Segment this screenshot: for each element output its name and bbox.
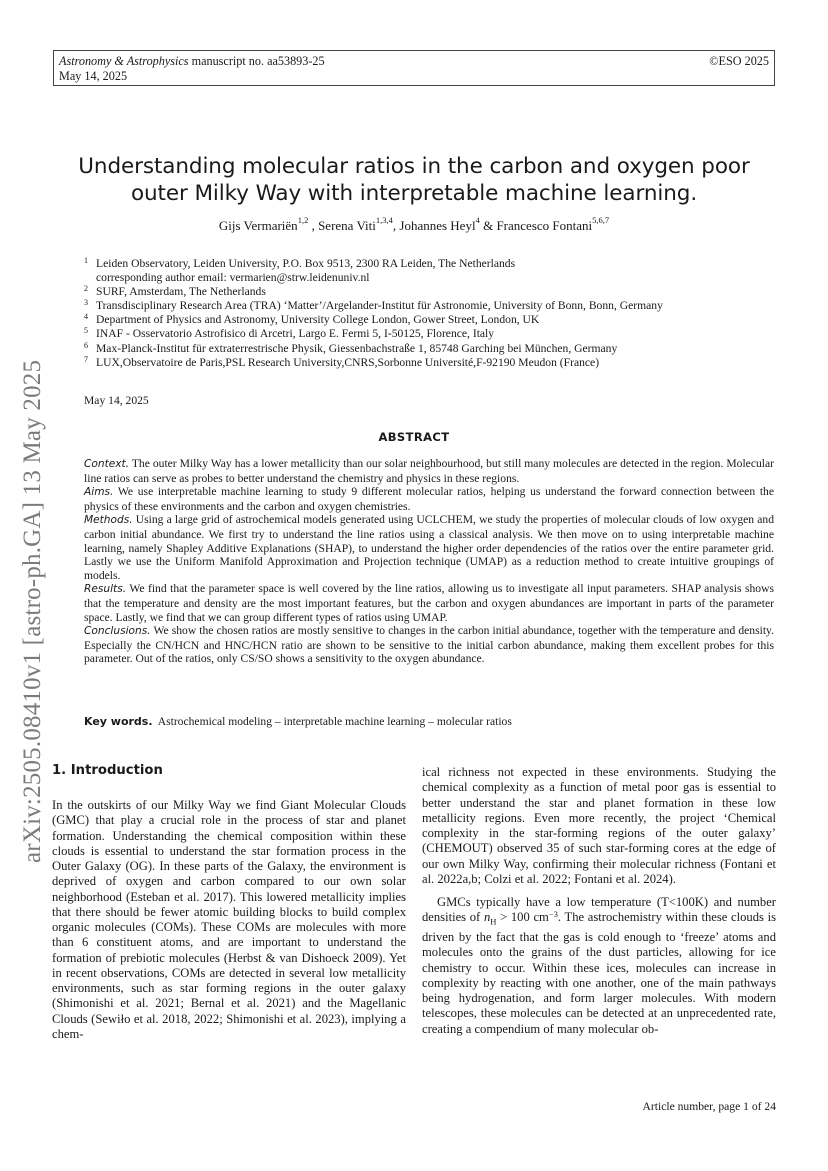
title-line-1: Understanding molecular ratios in the carbon and oxygen poor xyxy=(78,154,750,179)
author-name: Johannes Heyl xyxy=(399,218,476,233)
affiliation-item: 1 Leiden Observatory, Leiden University, P.O. Box 9513, 2300 RA Leiden, The Netherlands corresponding author email: vermarien@strw.leidenuniv.nl xyxy=(84,256,516,285)
keywords xyxy=(84,715,774,728)
affiliation-item: 5 INAF - Osservatorio Astrofisico di Arcetri, Largo E. Fermi 5, I-50125, Florence, Italy xyxy=(84,326,495,341)
arxiv-stamp: arXiv:2505.08410v1 [astro-ph.GA] 13 May 2025 xyxy=(19,359,46,863)
left-column xyxy=(52,798,406,1042)
author-list: Gijs Vermariën$^{1,2}$ , Serena Viti$^{1,3,4}$, Johannes Heyl$^4$ & Francesco Fontani$^{5,6,7}$ xyxy=(218,215,610,233)
keywords-label: Key words. xyxy=(84,715,153,728)
author-affiliation: 5,6,7 xyxy=(592,215,610,225)
abstract xyxy=(84,457,774,666)
affiliation-item: 2 SURF, Amsterdam, The Netherlands xyxy=(84,284,266,299)
header-date: May 14, 2025 xyxy=(59,69,128,83)
author-name: Gijs Vermariën xyxy=(218,218,298,233)
affiliations xyxy=(84,257,774,370)
intro-paragraph: In the outskirts of our Milky Way we find Giant Molecular Clouds (GMC) that play a crucial role in the process of star and planet formation. Understanding the chemical composition within these clouds is essential to understand the star formation process in the Outer Galaxy (OG). In these parts of the Galaxy, the environment is deprived of oxygen and carbon compared to our own solar neighborhood (Esteban et al. 2017). This lowered metallicity implies that there should be fewer atomic building blocks to build complex organic molecules (COMs). These COMs are molecules with more than 6 constituent atoms, and are important to understand the formation of prebiotic molecules (Herbst & van Dishoeck 2009). Yet in recent observations, COMs are detected in several low metallicity environments, such as star forming regions in the outer galaxy (Shimonishi et al. 2021; Bernal et al. 2021) and the Magellanic Clouds (Sewiło et al. 2018, 2022; Shimonishi et al. 2023), implying a chem- xyxy=(52,798,406,1041)
page-footer: Article number, page 1 of 24 xyxy=(642,1100,776,1113)
journal-name: Astronomy & Astrophysics xyxy=(59,54,189,68)
manuscript-number: manuscript no. aa53893-25 xyxy=(191,54,325,68)
abstract-results: Results. We find that the parameter space is well covered by the line ratios, allowing us to investigate all input parameters. SHAP analysis shows that the temperature and density are the most important features, but the carbon and oxygen abundances are important in parts of the parameter space. Lastly, we find that we can group different types of ratios using UMAP. xyxy=(84,582,774,624)
author-affiliation: 1,2 xyxy=(297,215,309,225)
date-line: May 14, 2025 xyxy=(84,394,149,407)
header-left xyxy=(59,54,325,84)
right-column xyxy=(422,765,776,1037)
intro-paragraph-2: GMCs typically have a low temperature (T<100K) and number densities of $n_H > 100$ $cm^{-3}$. The astrochemistry within these clouds is driven by the fact that the gas is cold enough to ‘freeze’ atoms and molecules onto the grains of the dust particles, allowing for ice chemistry to occur. Within these ices, molecules can increase in complexity by reacting with one another, one of the main pathways being hydrogenation, and form larger molecules. With modern telescopes, these molecules can be detected at an unprecedented rate, creating a compendium of many molecular ob- xyxy=(422,895,777,1036)
affiliation-item: 3 Transdisciplinary Research Area (TRA) ‘Matter’/Argelander-Institut für Astronomie, University of Bonn, Bonn, Germany xyxy=(84,298,663,313)
abstract-methods: Methods. Using a large grid of astrochemical models generated using UCLCHEM, we study the properties of molecular clouds of low oxygen and carbon initial abundance. We first try to understand the line ratios using a classical analysis. We then move on to using interpretable machine learning, namely Shapley Additive Explanations (SHAP), to understand the higher order dependencies of the ratios over the entire parameter grid. Lastly we use the Uniform Manifold Approximation and Projection technique (UMAP) as a reduction method to create intuitive groupings of models. xyxy=(84,513,774,582)
copyright: ©ESO 2025 xyxy=(709,54,769,68)
abstract-context: Context. The outer Milky Way has a lower metallicity than our solar neighbourhood, but still many molecules are detected in the region. Molecular line ratios can serve as probes to better understand the chemistry and physics in these regions. xyxy=(84,457,774,485)
section-heading: 1. Introduction xyxy=(52,763,163,778)
keywords-text: Astrochemical modeling – interpretable machine learning – molecular ratios xyxy=(157,715,512,728)
author-name: Francesco Fontani xyxy=(496,218,593,233)
abstract-heading: ABSTRACT xyxy=(378,430,450,444)
affiliation-item: 6 Max-Planck-Institut für extraterrestrische Physik, Giessenbachstraße 1, 85748 Garching bei München, Germany xyxy=(84,340,618,355)
paper-title xyxy=(40,153,788,207)
corresponding-email: corresponding author email: vermarien@strw.leidenuniv.nl xyxy=(96,271,370,285)
title-line-2: outer Milky Way with interpretable machine learning. xyxy=(130,181,698,206)
header-box xyxy=(53,50,775,86)
author-affiliation: 1,3,4 xyxy=(375,215,393,225)
intro-paragraph: ical richness not expected in these environments. Studying the chemical complexity as a function of metal poor gas is essential to better understand the star and planet formation in these low metallicity regions. Even more recently, the project ‘Chemical complexity in the star-forming regions of the outer galaxy’ (CHEMOUT) observed 35 of such star-forming cores at the edge of our own Milky Way, confirming their molecular richness (Fontani et al. 2022a,b; Colzi et al. 2022; Fontani et al. 2024). xyxy=(422,765,776,886)
affiliation-item: 7 LUX,Observatoire de Paris,PSL Research University,CNRS,Sorbonne Université,F-92190 Meudon (France) xyxy=(84,354,600,369)
author-name: Serena Viti xyxy=(318,218,376,233)
affiliation-item: 4 Department of Physics and Astronomy, University College London, Gower Street, London, UK xyxy=(84,312,540,327)
abstract-conclusions: Conclusions. We show the chosen ratios are mostly sensitive to changes in the carbon initial abundance, together with the temperature and density. Especially the CN/HCN and HNC/HCN ratio are shown to be sensitive to the initial carbon abundance, making them excellent probes for this parameter. Out of the ratios, only CS/SO shows a sensitivity to the oxygen abundance. xyxy=(84,624,774,666)
author-affiliation: 4 xyxy=(475,215,480,225)
abstract-aims: Aims. We use interpretable machine learning to study 9 different molecular ratios, helping us understand the forward connection between the physics of these environments and the carbon and oxygen chemistries. xyxy=(84,485,774,513)
